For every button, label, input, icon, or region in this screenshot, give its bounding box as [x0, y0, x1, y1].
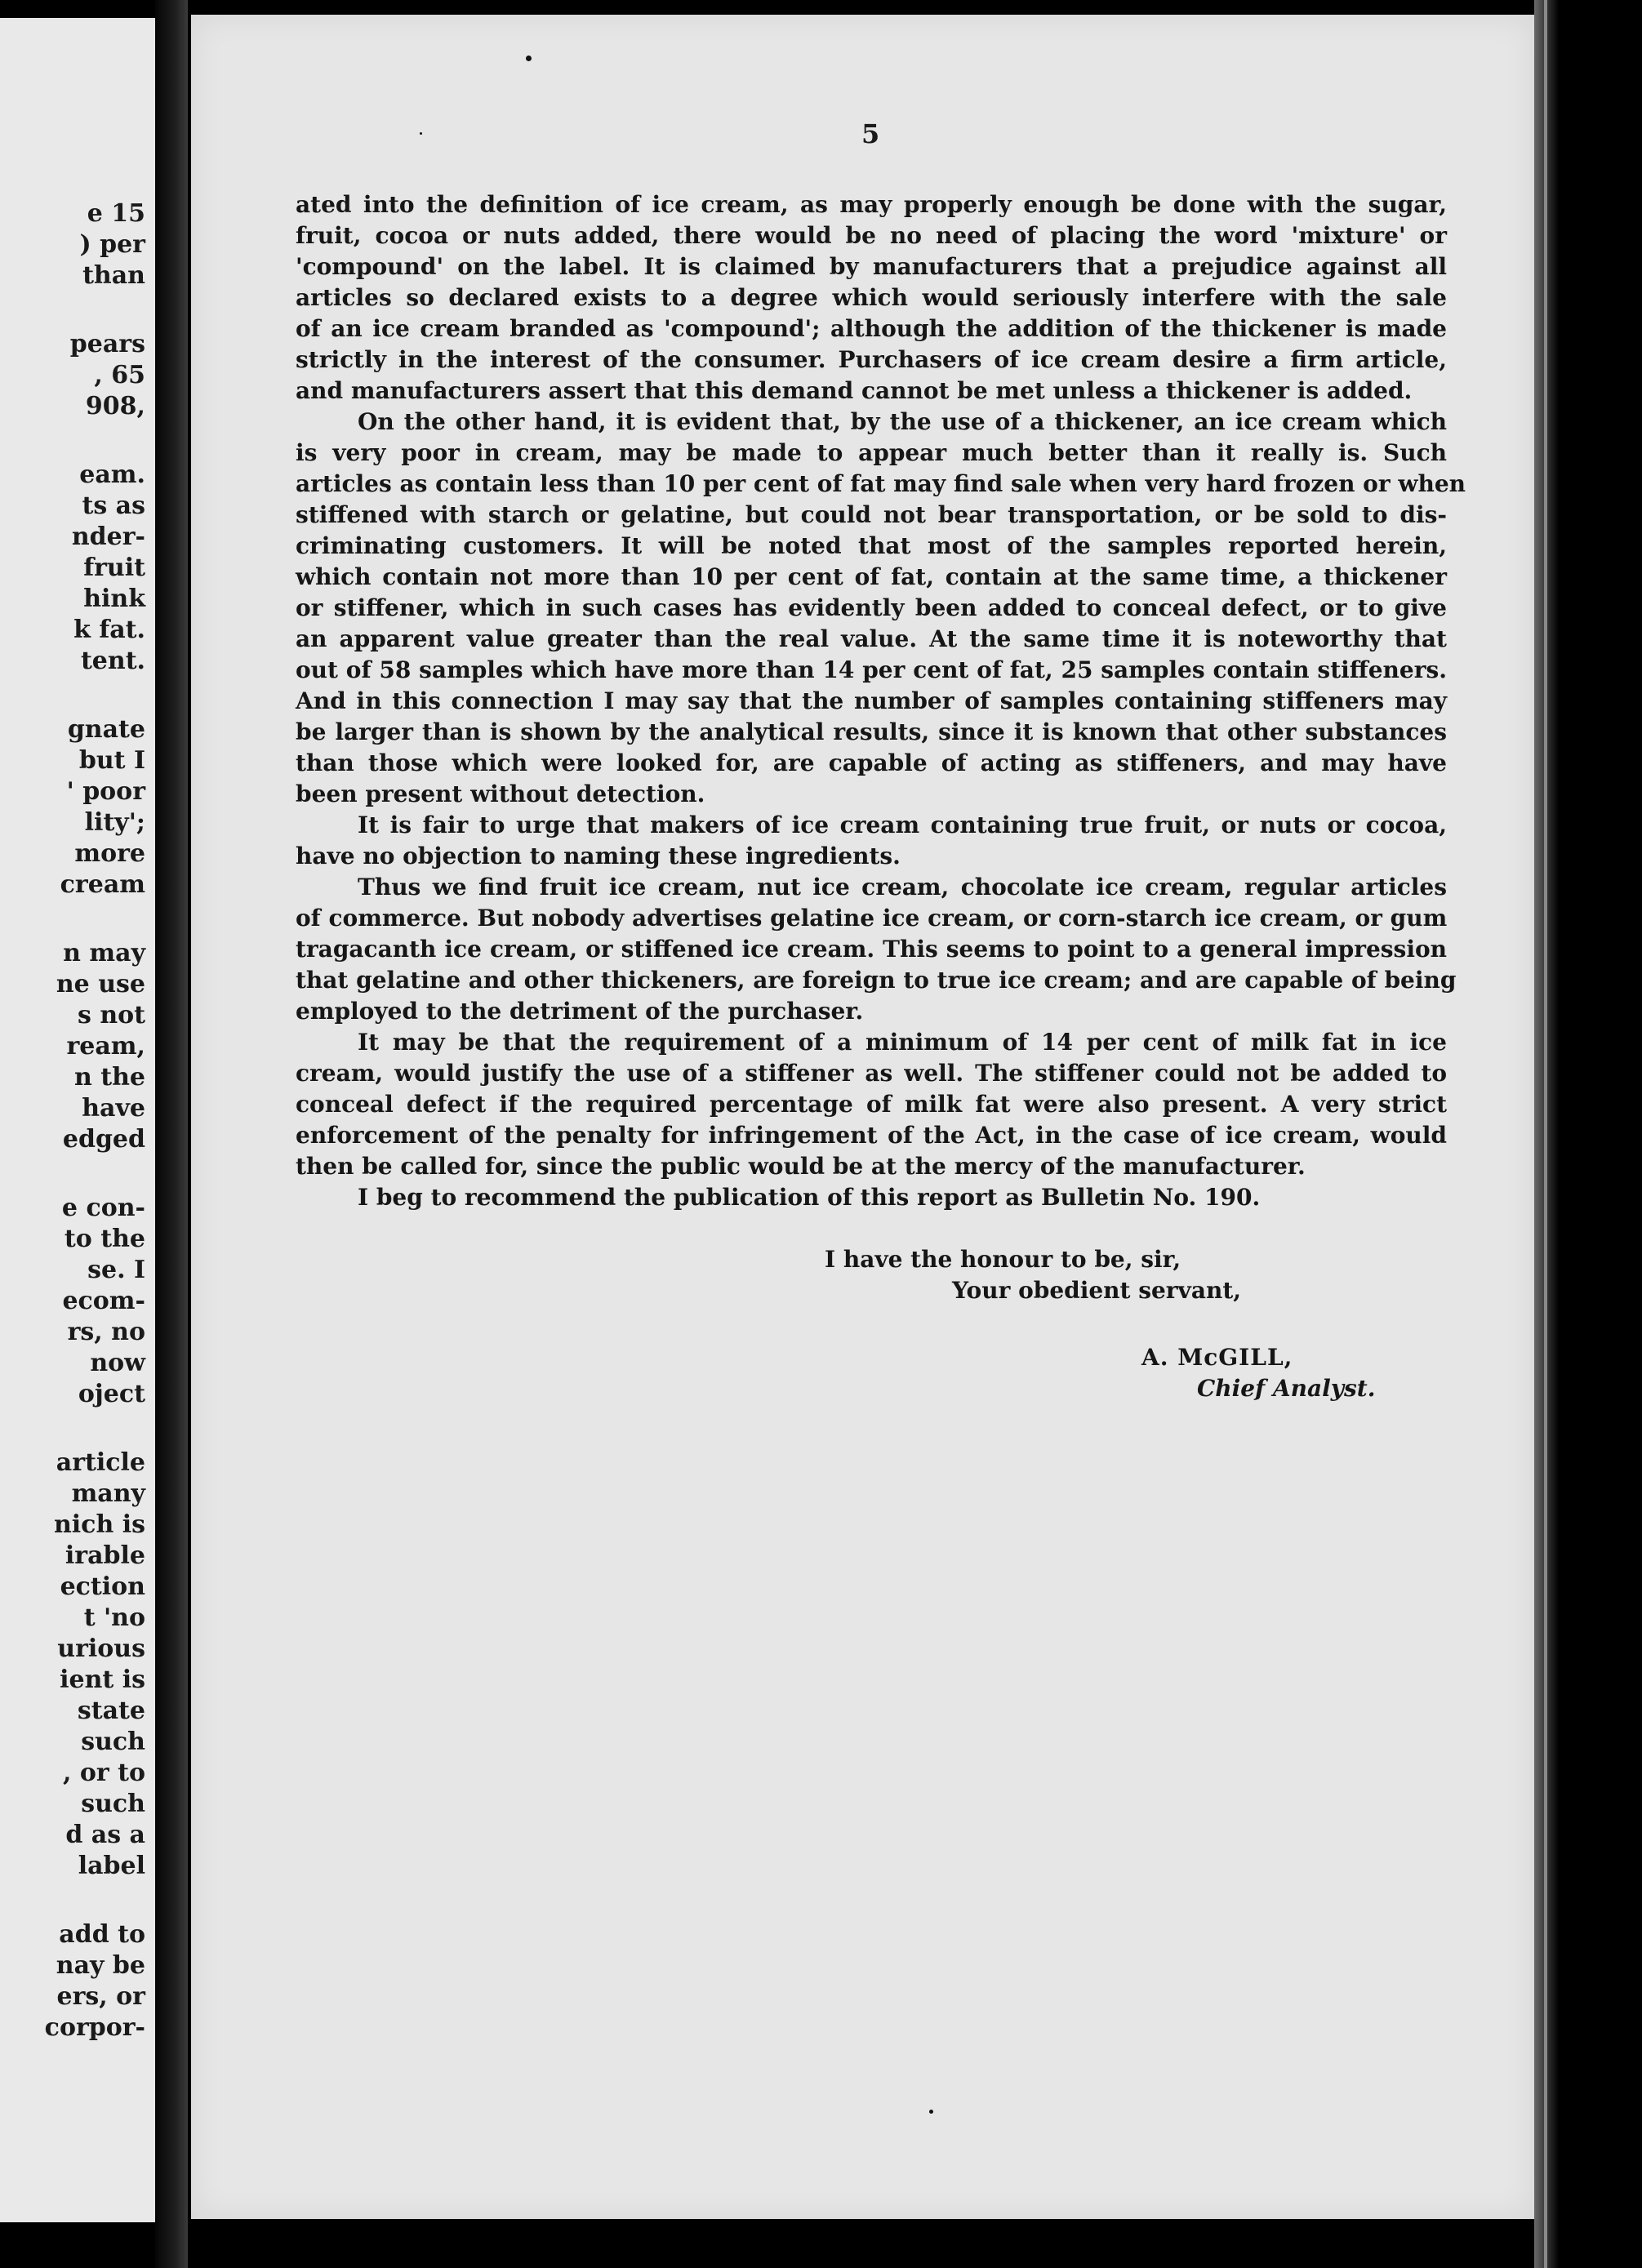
previous-page-text-fragment: pears: [69, 330, 145, 358]
previous-page-text-fragment: t 'no: [83, 1603, 145, 1632]
valediction: Your obedient servant,: [952, 1277, 1242, 1304]
salutation: I have the honour to be, sir,: [825, 1246, 1181, 1273]
previous-page-text-fragment: , or to: [62, 1759, 145, 1787]
body-line: I beg to recommend the publication of this report as Bulletin No. 190.: [358, 1184, 1261, 1211]
body-line: It is fair to urge that makers of ice cream containing true fruit, or nuts or cocoa,: [358, 812, 1447, 838]
previous-page-text-fragment: but I: [78, 746, 145, 775]
body-line: 'compound' on the label. It is claimed by manufacturers that a prejudice against all: [296, 253, 1447, 280]
body-line: or stiffener, which in such cases has evidently been added to conceal defect, or to give: [296, 594, 1447, 621]
previous-page-text-fragment: , 65: [94, 361, 145, 389]
previous-page-text-fragment: k fat.: [73, 616, 145, 644]
previous-page-text-fragment: 908,: [85, 392, 145, 420]
previous-page-text-fragment: d as a: [65, 1821, 145, 1849]
previous-page-text-fragment: such: [81, 1790, 145, 1818]
previous-page-text-fragment: ers, or: [56, 1982, 145, 2011]
previous-page-text-fragment: more: [74, 839, 145, 868]
body-line: enforcement of the penalty for infringement of the Act, in the case of ice cream, would: [296, 1122, 1447, 1149]
page-number: 5: [861, 118, 880, 149]
previous-page-text-fragment: state: [77, 1697, 145, 1725]
body-line: tragacanth ice cream, or stiffened ice cream. This seems to point to a general impression: [296, 936, 1447, 963]
previous-page-text-fragment: hink: [83, 585, 145, 613]
previous-page-text-fragment: than: [82, 261, 145, 290]
previous-page-text-fragment: lity';: [84, 808, 145, 837]
previous-page-text-fragment: n may: [63, 939, 145, 967]
signature-name: A. McGILL,: [1141, 1344, 1293, 1371]
previous-page-text-fragment: e 15: [87, 199, 145, 228]
previous-page-text-fragment: oject: [78, 1380, 145, 1408]
previous-page-text-fragment: ts as: [82, 491, 145, 520]
body-line: strictly in the interest of the consumer. Purchasers of ice cream desire a firm article,: [296, 346, 1447, 373]
body-line: It may be that the requirement of a minimum of 14 per cent of milk fat in ice: [358, 1029, 1447, 1056]
previous-page-text-fragment: n the: [73, 1063, 145, 1092]
previous-page-text-fragment: fruit: [83, 554, 145, 582]
body-line: out of 58 samples which have more than 14 per cent of fat, 25 samples contain stiffeners.: [296, 656, 1447, 683]
body-line: then be called for, since the public would be at the mercy of the manufacturer.: [296, 1153, 1306, 1180]
body-line: articles so declared exists to a degree which would seriously interfere with the sale: [296, 284, 1447, 311]
previous-page-text-fragment: corpor-: [44, 2013, 145, 2042]
body-line: On the other hand, it is evident that, by the use of a thickener, an ice cream which: [358, 408, 1447, 435]
previous-page-text-fragment: to the: [64, 1225, 145, 1253]
previous-page-text-fragment: label: [78, 1852, 145, 1880]
body-line: fruit, cocoa or nuts added, there would be no need of placing the word 'mixture' or: [296, 222, 1447, 249]
previous-page-text-fragment: rs, no: [67, 1318, 145, 1346]
body-line: Thus we find fruit ice cream, nut ice cream, chocolate ice cream, regular articles: [358, 874, 1447, 901]
speck-mark: [929, 2110, 933, 2114]
previous-page-text-fragment: ient is: [60, 1665, 145, 1694]
body-line: conceal defect if the required percentage of milk fat were also present. A very strict: [296, 1091, 1447, 1118]
body-line: and manufacturers assert that this demand cannot be met unless a thickener is added.: [296, 377, 1413, 404]
previous-page-text-fragment: irable: [65, 1541, 145, 1570]
page-edge-line: [1544, 0, 1547, 2268]
previous-page-text-fragment: add to: [59, 1920, 145, 1949]
body-line: an apparent value greater than the real value. At the same time it is noteworthy that: [296, 625, 1447, 652]
previous-page-text-fragment: cream: [60, 870, 145, 899]
body-line: criminating customers. It will be noted that most of the samples reported herein,: [296, 532, 1447, 559]
speck-mark: [420, 132, 422, 135]
body-line: is very poor in cream, may be made to appear much better than it really is. Such: [296, 439, 1447, 466]
previous-page-text-fragment: nder-: [71, 523, 145, 551]
body-line: cream, would justify the use of a stiffener as well. The stiffener could not be added to: [296, 1060, 1447, 1087]
body-line: which contain not more than 10 per cent of fat, contain at the same time, a thickener: [296, 563, 1447, 590]
previous-page-text-fragment: s not: [77, 1001, 145, 1029]
body-line: than those which were looked for, are capable of acting as stiffeners, and may have: [296, 749, 1447, 776]
previous-page-text-fragment: ecom-: [62, 1287, 145, 1315]
body-line: of an ice cream branded as 'compound'; although the addition of the thickener is made: [296, 315, 1447, 342]
body-line: that gelatine and other thickeners, are foreign to true ice cream; and are capable of being: [296, 967, 1457, 994]
previous-page-text-fragment: such: [81, 1728, 145, 1756]
previous-page-text-fragment: edged: [62, 1125, 145, 1154]
previous-page-text-fragment: have: [82, 1094, 145, 1123]
body-line: be larger than is shown by the analytical results, since it is known that other substances: [296, 718, 1447, 745]
previous-page-text-fragment: ection: [60, 1572, 145, 1601]
body-line: And in this connection I may say that the number of samples containing stiffeners may: [296, 687, 1447, 714]
previous-page-text-fragment: ream,: [66, 1032, 145, 1061]
previous-page-text-fragment: tent.: [80, 647, 145, 675]
previous-page-text-fragment: urious: [57, 1634, 145, 1663]
body-line: ated into the definition of ice cream, as may properly enough be done with the sugar,: [296, 191, 1447, 218]
previous-page-text-fragment: se. I: [87, 1256, 145, 1284]
body-line: stiffened with starch or gelatine, but could not bear transportation, or be sold to dis-: [296, 501, 1447, 528]
body-line: been present without detection.: [296, 780, 705, 807]
previous-page-text-fragment: many: [71, 1479, 145, 1508]
previous-page-text-fragment: ) per: [79, 230, 145, 259]
body-line: employed to the detriment of the purchaser.: [296, 998, 864, 1025]
previous-page-text-fragment: e con-: [61, 1194, 145, 1222]
signature-title: Chief Analyst.: [1197, 1375, 1376, 1402]
previous-page-text-fragment: nich is: [53, 1510, 145, 1539]
previous-page-text-fragment: ' poor: [66, 777, 145, 806]
previous-page-text-fragment: gnate: [67, 715, 145, 744]
previous-page-text-fragment: nay be: [56, 1951, 145, 1980]
previous-page-text-fragment: eam.: [79, 460, 145, 489]
right-page-edge: [1534, 0, 1642, 2268]
body-line: of commerce. But nobody advertises gelatine ice cream, or corn-starch ice cream, or gum: [296, 905, 1448, 932]
book-gutter: [155, 0, 188, 2268]
body-line: articles as contain less than 10 per cent of fat may find sale when very hard frozen or when: [296, 470, 1466, 497]
previous-page-text-fragment: now: [90, 1349, 145, 1377]
previous-page-edge: [0, 18, 155, 2222]
previous-page-text-fragment: article: [56, 1448, 145, 1477]
body-line: have no objection to naming these ingredients.: [296, 843, 901, 869]
speck-mark: [526, 56, 532, 61]
previous-page-text-fragment: ne use: [56, 970, 145, 998]
